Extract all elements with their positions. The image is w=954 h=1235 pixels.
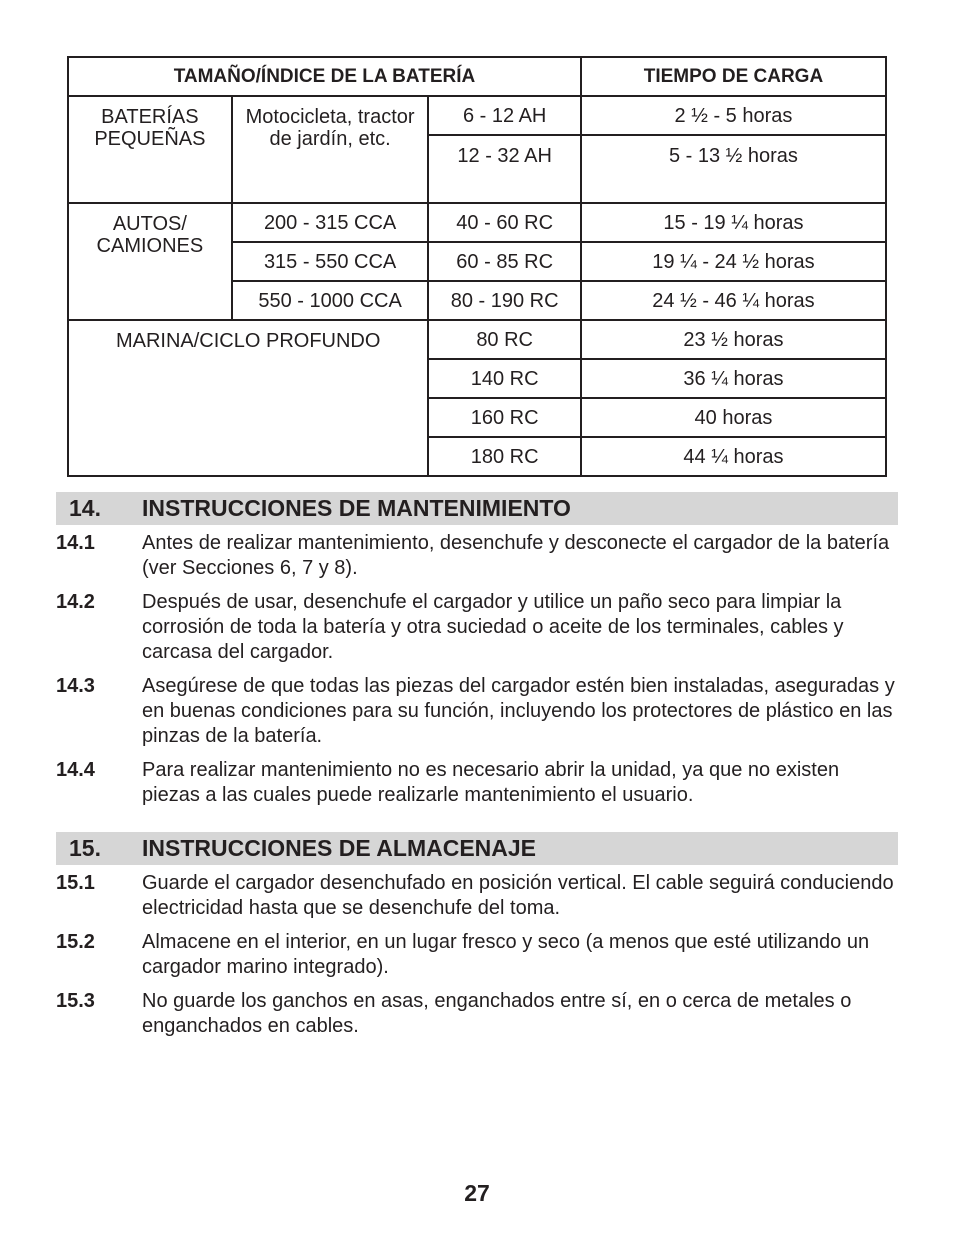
list-item (56, 930, 898, 980)
item-number: 14.4 (56, 759, 95, 781)
battery-rating: 12 - 32 AH (428, 135, 581, 203)
battery-rc: 180 RC (428, 437, 581, 476)
charge-time: 44 ¼ horas (581, 437, 886, 476)
charge-time: 19 ¼ - 24 ½ horas (581, 242, 886, 281)
item-text: No guarde los ganchos en asas, enganchados entre sí, en o cerca de metales o enganchados en cables. (142, 990, 852, 1037)
charge-time: 40 horas (581, 398, 886, 437)
section-title: INSTRUCCIONES DE MANTENIMIENTO (142, 495, 571, 521)
list-item (56, 674, 898, 749)
battery-cca: 550 - 1000 CCA (232, 281, 429, 320)
item-number: 14.3 (56, 675, 95, 697)
list-item (56, 989, 898, 1039)
small-battery-type: Motocicleta, tractor de jardín, etc. (232, 96, 429, 203)
battery-rc: 40 - 60 RC (428, 203, 581, 242)
category-autos-trucks: AUTOS/ CAMIONES (68, 203, 232, 320)
item-number: 15.1 (56, 872, 95, 894)
list-item (56, 531, 898, 581)
item-text: Asegúrese de que todas las piezas del cargador estén bien instaladas, aseguradas y en buenas condiciones para su función, incluyendo los protectores de plástico en las pinzas de la batería. (142, 675, 895, 747)
charge-time: 5 - 13 ½ horas (581, 135, 886, 203)
section-number: 14. (69, 495, 101, 521)
battery-rc: 60 - 85 RC (428, 242, 581, 281)
item-text: Después de usar, desenchufe el cargador y utilice un paño seco para limpiar la corrosión de toda la batería y otra suciedad o aceite de los terminales, cables y carcasa del cargador. (142, 591, 844, 663)
charge-time: 24 ½ - 46 ¼ horas (581, 281, 886, 320)
item-text: Almacene en el interior, en un lugar fresco y seco (a menos que esté utilizando un cargador marino integrado). (142, 931, 870, 978)
battery-rc: 160 RC (428, 398, 581, 437)
item-number: 15.3 (56, 990, 95, 1012)
category-small-batteries: BATERÍAS PEQUEÑAS (68, 96, 232, 203)
charging-time-table (67, 56, 887, 477)
section-heading-storage (56, 832, 898, 865)
battery-cca: 315 - 550 CCA (232, 242, 429, 281)
list-item (56, 758, 898, 808)
item-text: Para realizar mantenimiento no es necesario abrir la unidad, ya que no existen piezas a las cuales puede realizarle mantenimiento el usuario. (142, 759, 840, 806)
page-number: 27 (464, 1180, 490, 1206)
charge-time: 2 ½ - 5 horas (581, 96, 886, 135)
section-heading-maintenance (56, 492, 898, 525)
header-charge-time: TIEMPO DE CARGA (581, 57, 886, 96)
charge-time: 36 ¼ horas (581, 359, 886, 398)
table-row (68, 203, 886, 242)
list-item (56, 590, 898, 665)
item-text: Antes de realizar mantenimiento, desenchufe y desconecte el cargador de la batería (ver Secciones 6, 7 y 8). (142, 532, 890, 579)
battery-rc: 80 RC (428, 320, 581, 359)
charge-time: 23 ½ horas (581, 320, 886, 359)
item-text: Guarde el cargador desenchufado en posición vertical. El cable seguirá conduciendo electricidad hasta que se desenchufe del toma. (142, 872, 894, 919)
battery-cca: 200 - 315 CCA (232, 203, 429, 242)
item-number: 14.1 (56, 532, 95, 554)
table-row (68, 320, 886, 359)
list-item (56, 871, 898, 921)
item-number: 14.2 (56, 591, 95, 613)
table-header-row (68, 57, 886, 96)
category-marine-deep-cycle: MARINA/CICLO PROFUNDO (68, 320, 428, 476)
table-row (68, 96, 886, 135)
battery-rc: 140 RC (428, 359, 581, 398)
battery-rating: 6 - 12 AH (428, 96, 581, 135)
section-number: 15. (69, 835, 101, 861)
battery-rc: 80 - 190 RC (428, 281, 581, 320)
charge-time: 15 - 19 ¼ horas (581, 203, 886, 242)
section-title: INSTRUCCIONES DE ALMACENAJE (142, 835, 537, 861)
header-battery-size: TAMAÑO/ÍNDICE DE LA BATERÍA (68, 57, 581, 96)
item-number: 15.2 (56, 931, 95, 953)
